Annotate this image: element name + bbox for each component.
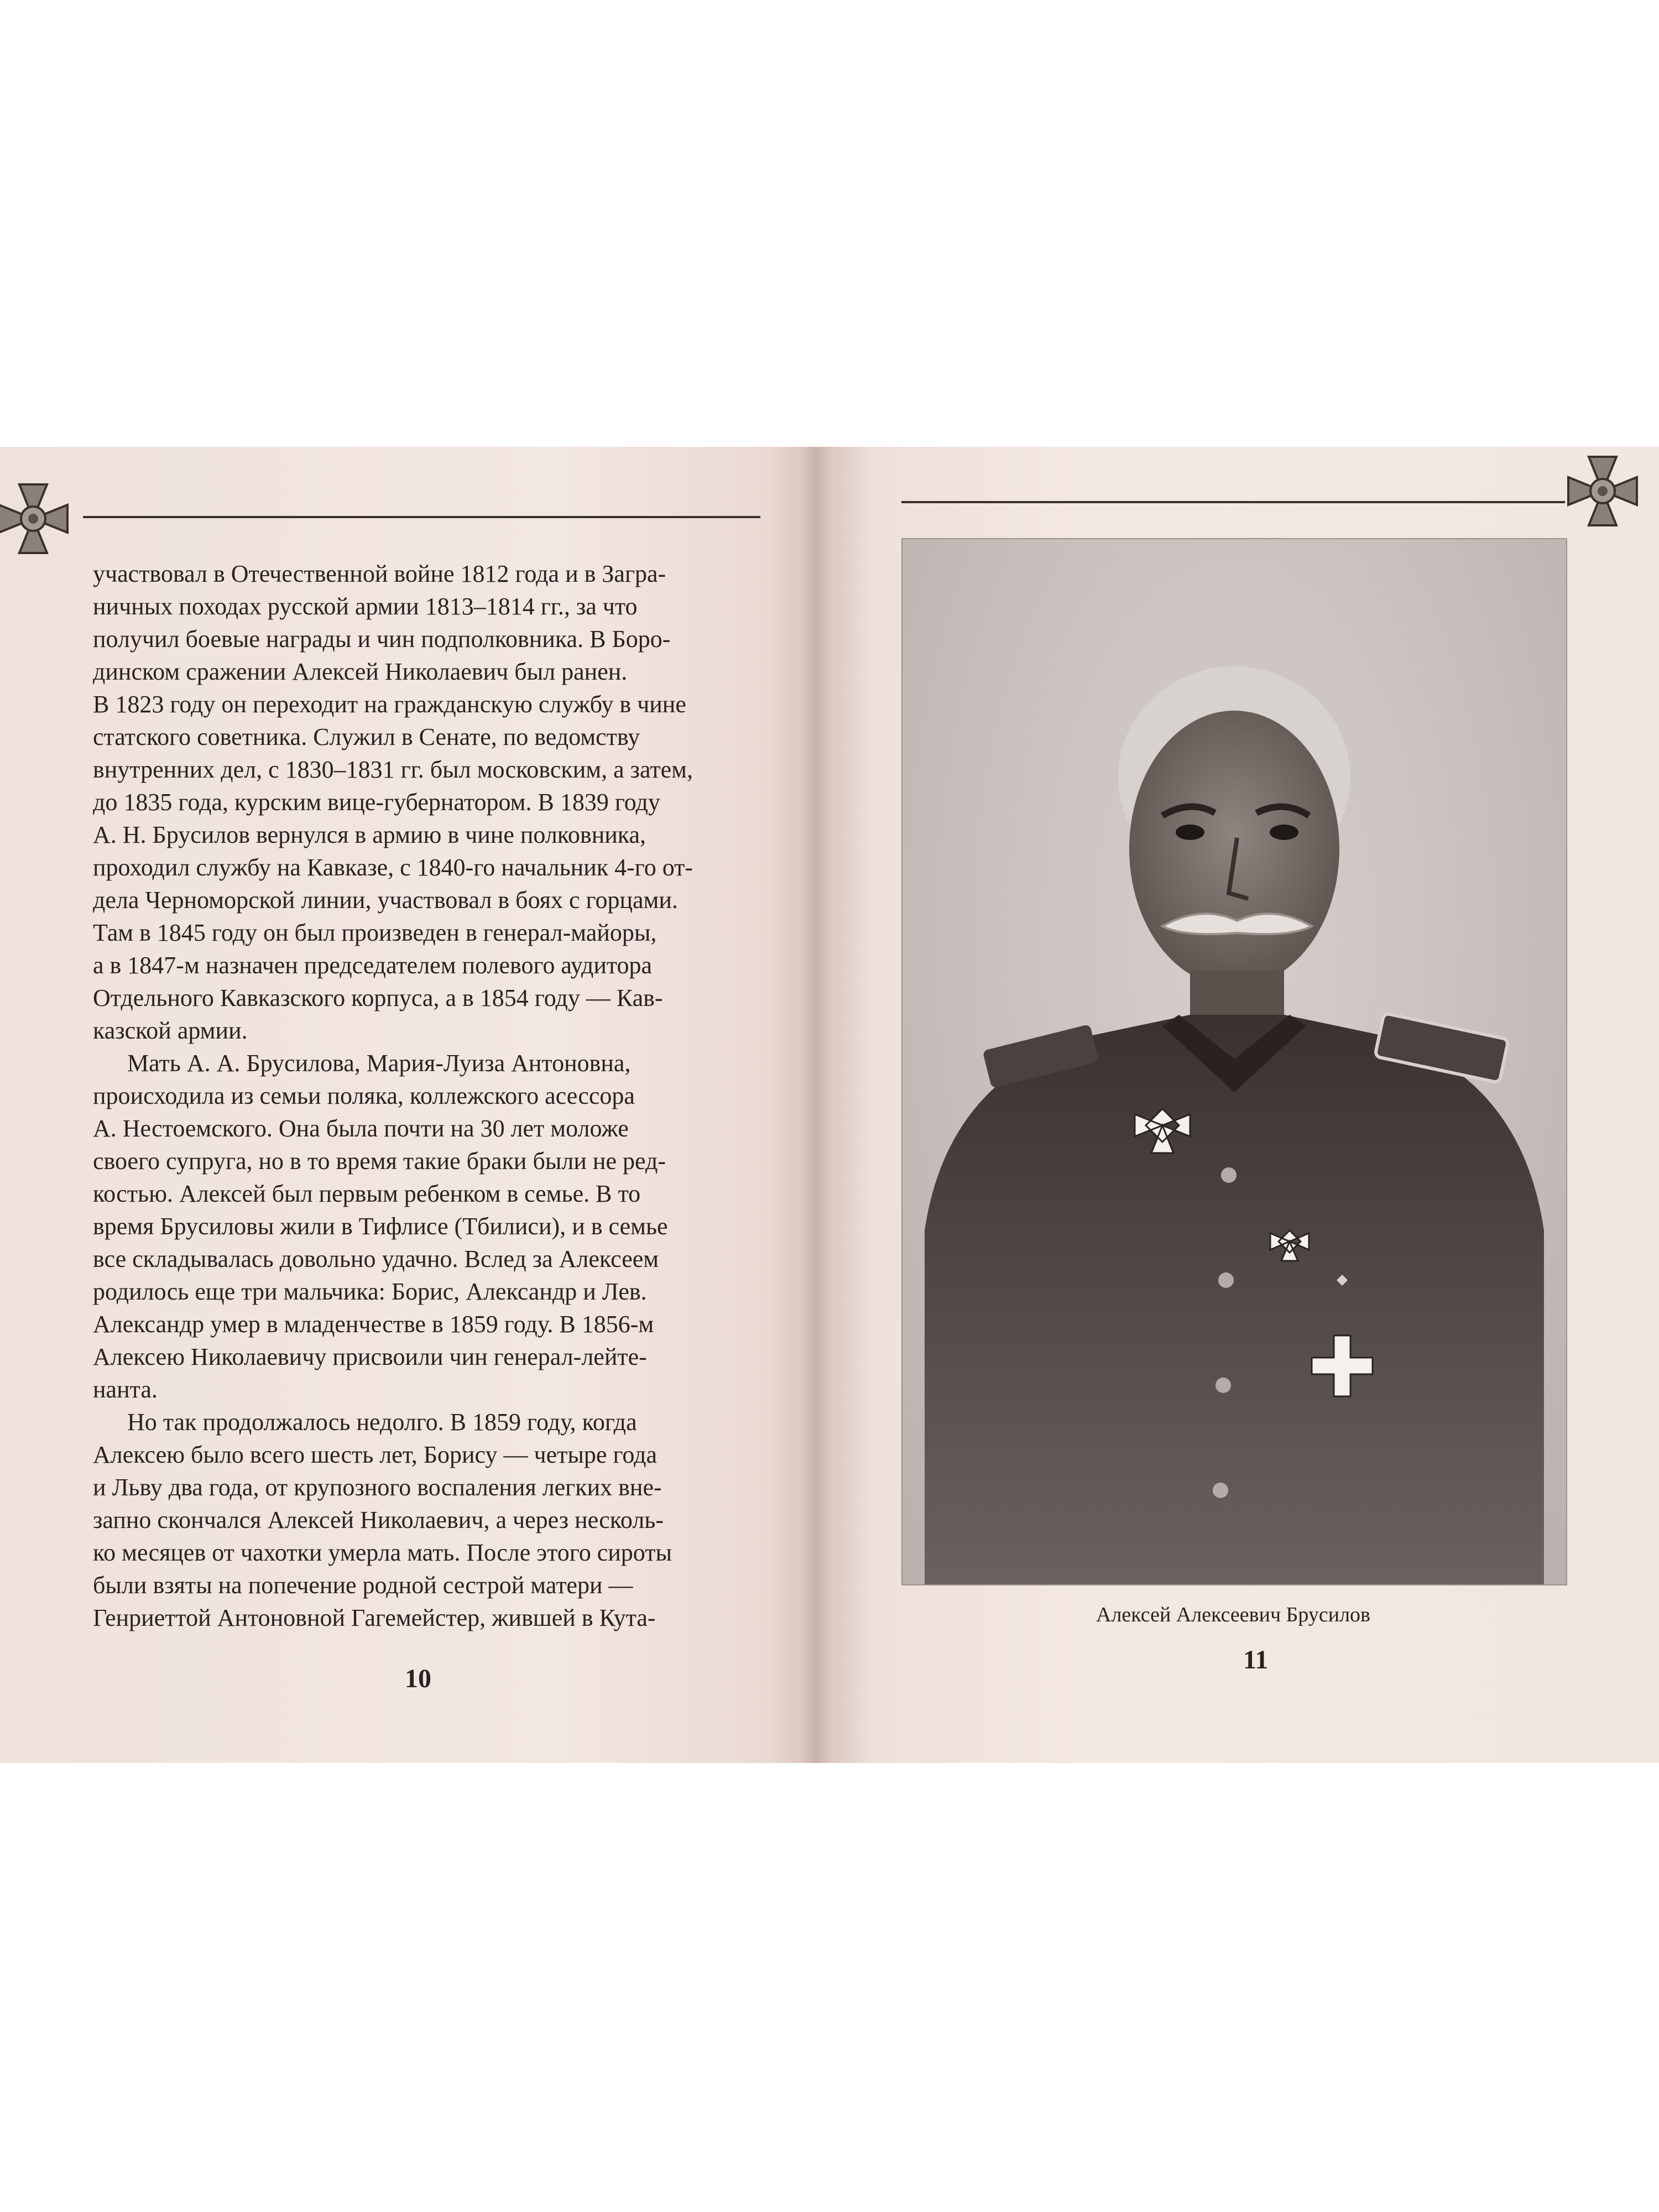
portrait-photo bbox=[901, 538, 1567, 1585]
text-line: запно скончался Алексей Николаевич, а через несколь- bbox=[93, 1506, 664, 1533]
text-line: а в 1847-м назначен председателем полевого аудитора bbox=[93, 952, 653, 979]
text-line: дела Черноморской линии, участвовал в боях с горцами. bbox=[93, 886, 678, 914]
text-line: своего супруга, но в то время такие браки были не ред- bbox=[93, 1147, 666, 1175]
text-line: костью. Алексей был первым ребенком в семье. В то bbox=[93, 1180, 641, 1207]
text-line: и Льву два года, от крупозного воспаления легких вне- bbox=[93, 1474, 662, 1501]
text-line: Мать А. А. Брусилова, Мария-Луиза Антоновна, bbox=[127, 1050, 631, 1077]
text-line: были взяты на попечение родной сестрой матери — bbox=[93, 1572, 633, 1599]
text-line: А. Н. Брусилов вернулся в армию в чине полковника, bbox=[93, 821, 646, 848]
paragraph bbox=[93, 1406, 759, 1634]
text-line: казской армии. bbox=[93, 1017, 248, 1044]
text-line: В 1823 году он переходит на гражданскую службу в чине bbox=[93, 691, 686, 718]
st-george-cross-icon bbox=[0, 480, 72, 557]
text-line: Но так продолжалось недолго. В 1859 году, когда bbox=[127, 1408, 637, 1436]
text-line: ничных походах русской армии 1813–1814 гг., за что bbox=[93, 593, 638, 620]
page-number-right: 11 bbox=[1243, 1645, 1269, 1674]
text-line: Алексею Николаевичу присвоили чин генерал-лейте- bbox=[93, 1343, 647, 1370]
text-line: Александр умер в младенчестве в 1859 году. В 1856-м bbox=[93, 1311, 654, 1338]
text-line: проходил службу на Кавказе, с 1840-го начальник 4-го от- bbox=[93, 854, 693, 881]
text-line: внутренних дел, с 1830–1831 гг. был московским, а затем, bbox=[93, 756, 693, 783]
header-rule-right bbox=[901, 501, 1565, 503]
text-line: все складывалась довольно удачно. Вслед за Алексеем bbox=[93, 1245, 659, 1272]
text-line: получил боевые награды и чин подполковника. В Боро- bbox=[93, 625, 671, 653]
text-line: ко месяцев от чахотки умерла мать. После этого сироты bbox=[93, 1539, 672, 1566]
body-text bbox=[93, 557, 759, 1634]
st-george-cross-icon bbox=[1564, 452, 1641, 530]
text-line: статского советника. Служил в Сенате, по ведомству bbox=[93, 723, 640, 750]
text-line: динском сражении Алексей Николаевич был ранен. bbox=[93, 658, 628, 685]
paragraph bbox=[93, 557, 759, 1047]
header-rule-left bbox=[83, 516, 760, 518]
text-line: Алексею было всего шесть лет, Борису — четыре года bbox=[93, 1441, 658, 1468]
text-line: Там в 1845 году он был произведен в генерал-майоры, bbox=[93, 919, 657, 946]
text-line: до 1835 года, курским вице-губернатором. В 1839 году bbox=[93, 789, 660, 816]
text-line: Генриеттой Антоновной Гагемейстер, жившей в Кута- bbox=[93, 1604, 656, 1631]
text-line: родилось еще три мальчика: Борис, Александр и Лев. bbox=[93, 1278, 647, 1305]
photo-caption: Алексей Алексеевич Брусилов bbox=[1096, 1603, 1370, 1626]
page-number-left: 10 bbox=[405, 1664, 431, 1693]
text-line: участвовал в Отечественной войне 1812 года и в Загра- bbox=[93, 560, 666, 587]
text-line: Отдельного Кавказского корпуса, а в 1854 году — Кав- bbox=[93, 984, 663, 1011]
book-spread bbox=[0, 447, 1659, 1763]
book-gutter bbox=[796, 447, 835, 1763]
text-line: нанта. bbox=[93, 1376, 158, 1403]
text-line: А. Нестоемского. Она была почти на 30 лет моложе bbox=[93, 1115, 629, 1142]
text-line: время Брусиловы жили в Тифлисе (Тбилиси), и в семье bbox=[93, 1213, 668, 1240]
paragraph bbox=[93, 1047, 759, 1406]
text-line: происходила из семьи поляка, коллежского асессора bbox=[93, 1082, 635, 1109]
